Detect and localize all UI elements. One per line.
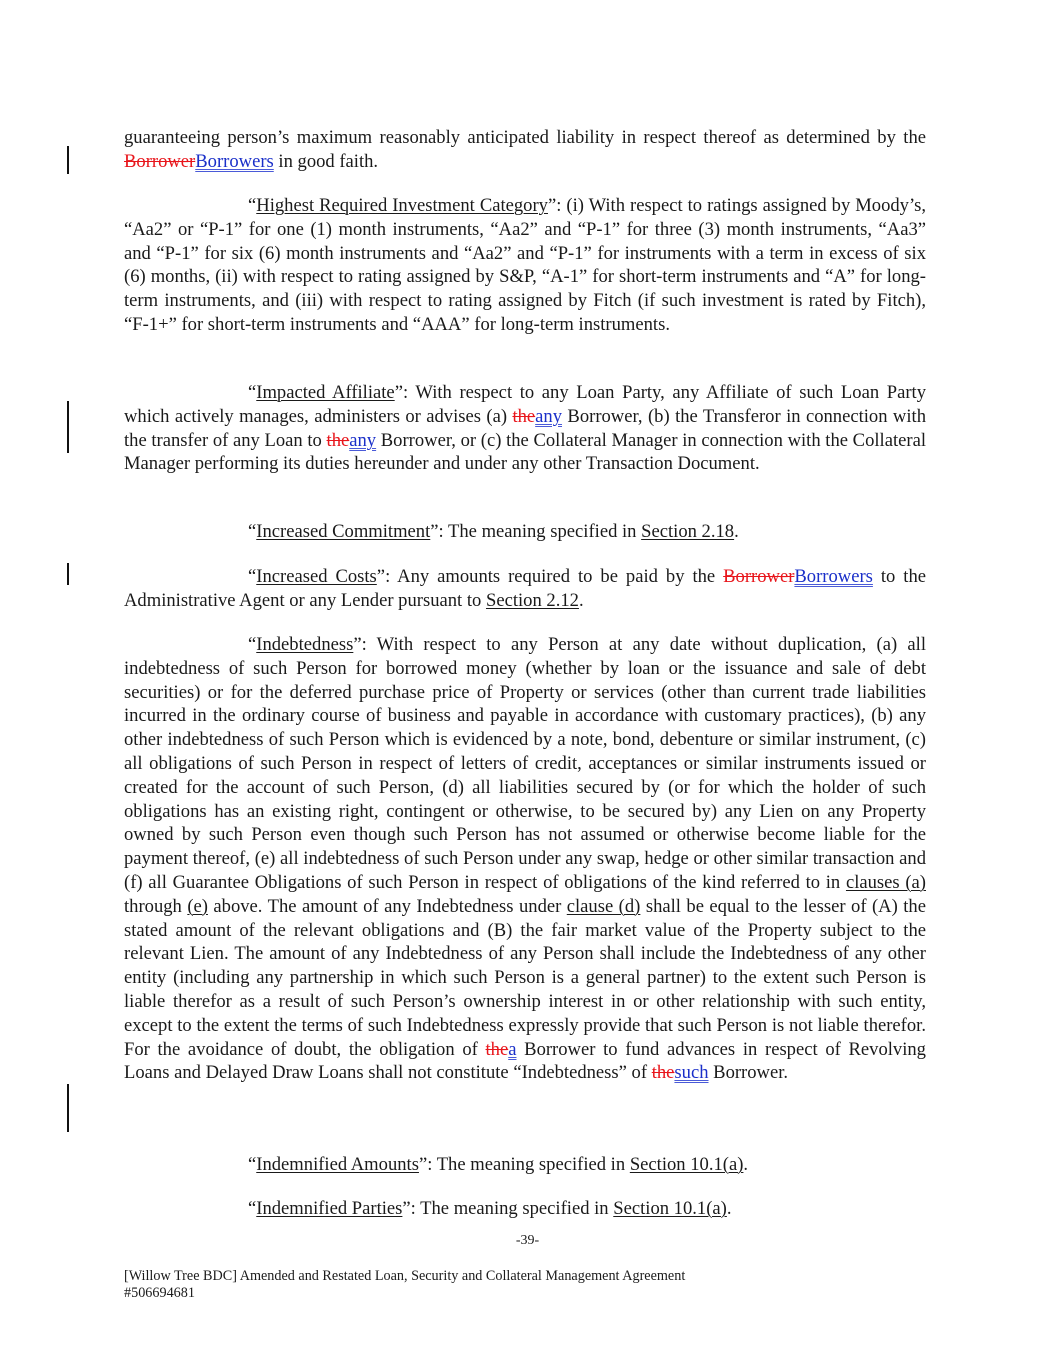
text: guaranteeing person’s maximum reasonably anticipated liability in respect thereof as determined by the — [124, 127, 926, 148]
paragraph-continuation — [124, 126, 926, 174]
clause-reference: clause (d) — [566, 895, 641, 917]
text: . — [726, 1198, 732, 1219]
quote: ” — [376, 566, 386, 587]
text: Borrower, (b) the Transferor in connection with the transfer of any Loan to — [124, 405, 926, 451]
footer-doc-id: #506694681 — [124, 1285, 195, 1301]
text: shall be equal to the lesser of (A) the stated amount of the relevant obligations and (B) the fair market value of the Property subject to the relevant Lien. The amount of any Indebtedness of any Person shall include the Indebtedness of any other entity (including any partnership in which such Person is a general partner) to the extent such Person is liable therefor as a result of such Person’s ownership interest in or other relationship with such entity, except to the extent the terms of such Indebtedness expressly provide that such Person is not liable therefor. For the avoidance of doubt, the obligation of — [124, 895, 926, 1060]
inserted-text: a — [508, 1038, 517, 1060]
quote: “ — [248, 521, 257, 542]
definition-indemnified-parties — [124, 1197, 926, 1221]
definition-indemnified-amounts — [124, 1153, 926, 1177]
section-reference: Section 10.1(a) — [613, 1198, 727, 1219]
deleted-text: the — [512, 405, 536, 427]
quote: ” — [402, 1198, 411, 1219]
deleted-text: Borrower — [723, 566, 795, 587]
quote: “ — [248, 382, 257, 403]
defined-term: Indemnified Parties — [256, 1198, 403, 1219]
change-bar — [67, 563, 69, 585]
section-reference: Section 2.18 — [641, 521, 735, 542]
defined-term: Increased Commitment — [256, 521, 431, 542]
definition-impacted-affiliate — [124, 381, 926, 476]
text: to the Administrative Agent or any Lender pursuant to — [124, 566, 926, 611]
text: : The meaning specified in — [438, 521, 642, 542]
deleted-text: Borrower — [124, 150, 196, 172]
section-reference: Section 10.1(a) — [629, 1154, 744, 1175]
text: . — [743, 1154, 749, 1175]
inserted-text: any — [349, 429, 377, 451]
text: : With respect to any Person at any date without duplication, (a) all indebtedness of such Person for borrowed money (whether by loan or the issuance and sale of debt securities) or for the deferred purchase price of Property or services (other than current trade liabilities incurred in the ordinary course of business and payable in accordance with customary practices), (b) any other indebtedness of such Person which is evidenced by a note, bond, debenture or similar instrument, (c) all obligations of such Person in respect of letters of credit, acceptances or similar instruments issued or created for the account of such Person, (d) all liabilities secured by (or for which the holder of such obligations has an existing right, contingent or otherwise, to be secured by) any Lien on any Property owned by such Person even though such Person has not assumed or otherwise become liable for the payment thereof, (e) all indebtedness of such Person under any swap, hedge or other similar transaction and (f) all Guarantee Obligations of such Person in respect of obligations of the kind referred to in — [124, 634, 926, 893]
inserted-text: any — [535, 405, 563, 427]
text: : The meaning specified in — [410, 1198, 614, 1219]
quote: ” — [547, 195, 557, 216]
defined-term: Indebtedness — [256, 634, 354, 655]
quote: “ — [248, 1198, 257, 1219]
quote: ” — [394, 382, 403, 403]
inserted-text: Borrowers — [195, 150, 274, 172]
quote: “ — [248, 566, 257, 587]
text: : Any amounts required to be paid by the — [385, 566, 724, 587]
text: . — [578, 589, 584, 611]
definition-increased-commitment — [124, 520, 926, 544]
text: above. The amount of any Indebtedness under — [207, 895, 567, 917]
quote: ” — [353, 634, 362, 655]
definition-increased-costs — [124, 565, 926, 613]
change-bar — [67, 146, 69, 174]
deleted-text: the — [326, 429, 350, 451]
defined-term: Impacted Affiliate — [256, 382, 395, 403]
quote: “ — [248, 634, 257, 655]
text: : The meaning specified in — [427, 1154, 630, 1175]
definition-body: : (i) With respect to ratings assigned by Moody’s, “Aa2” or “P-1” for one (1) month instruments, “Aa2” and “P-1” for three (3) month instruments, “Aa3” and “P-1” for six (6) month instruments and “Aa2” and “P-1” for instruments with a term in excess of six (6) months, (ii) with respect to rating assigned by S&P, “A-1” for short-term instruments and “A” for long-term instruments, and (iii) with respect to rating assigned by Fitch (if such investment is rated by Fitch), “F-1+” for short-term instruments and “AAA” for long-term instruments. — [124, 195, 927, 335]
clause-reference: (e) — [187, 895, 208, 917]
clause-reference: clauses (a) — [845, 871, 926, 893]
inserted-text: Borrowers — [794, 566, 873, 587]
quote: ” — [430, 521, 439, 542]
deleted-text: the — [485, 1038, 509, 1060]
inserted-text: such — [674, 1062, 709, 1084]
page-number: -39- — [515, 1233, 540, 1248]
text: through — [124, 895, 188, 917]
footer-title: [Willow Tree BDC] Amended and Restated Loan, Security and Collateral Management Agreement — [124, 1268, 686, 1284]
defined-term: Highest Required Investment Category — [256, 195, 548, 216]
text: in good faith. — [273, 150, 379, 172]
text: Borrower to fund advances in respect of Revolving Loans and Delayed Draw Loans shall not constitute “Indebtedness” of — [124, 1038, 926, 1084]
page-footer — [124, 1268, 924, 1302]
quote: “ — [248, 1154, 257, 1175]
text: Borrower, or (c) the Collateral Manager in connection with the Collateral Manager performing its duties hereunder and under any other Transaction Document. — [124, 429, 926, 475]
definition-indebtedness — [124, 633, 926, 1085]
text: Borrower. — [708, 1062, 789, 1084]
change-bar — [67, 1084, 69, 1132]
deleted-text: the — [651, 1062, 675, 1084]
change-bar — [67, 401, 69, 453]
section-reference: Section 2.12 — [485, 589, 579, 611]
defined-term: Increased Costs — [256, 566, 377, 587]
quote: “ — [248, 195, 257, 216]
defined-term: Indemnified Amounts — [256, 1154, 419, 1175]
text: : With respect to any Loan Party, any Affiliate of such Loan Party which actively manages, administers or advises (a) — [124, 382, 926, 427]
text: . — [734, 521, 739, 542]
quote: ” — [418, 1154, 428, 1175]
definition-highest-required-investment-category — [124, 194, 926, 337]
